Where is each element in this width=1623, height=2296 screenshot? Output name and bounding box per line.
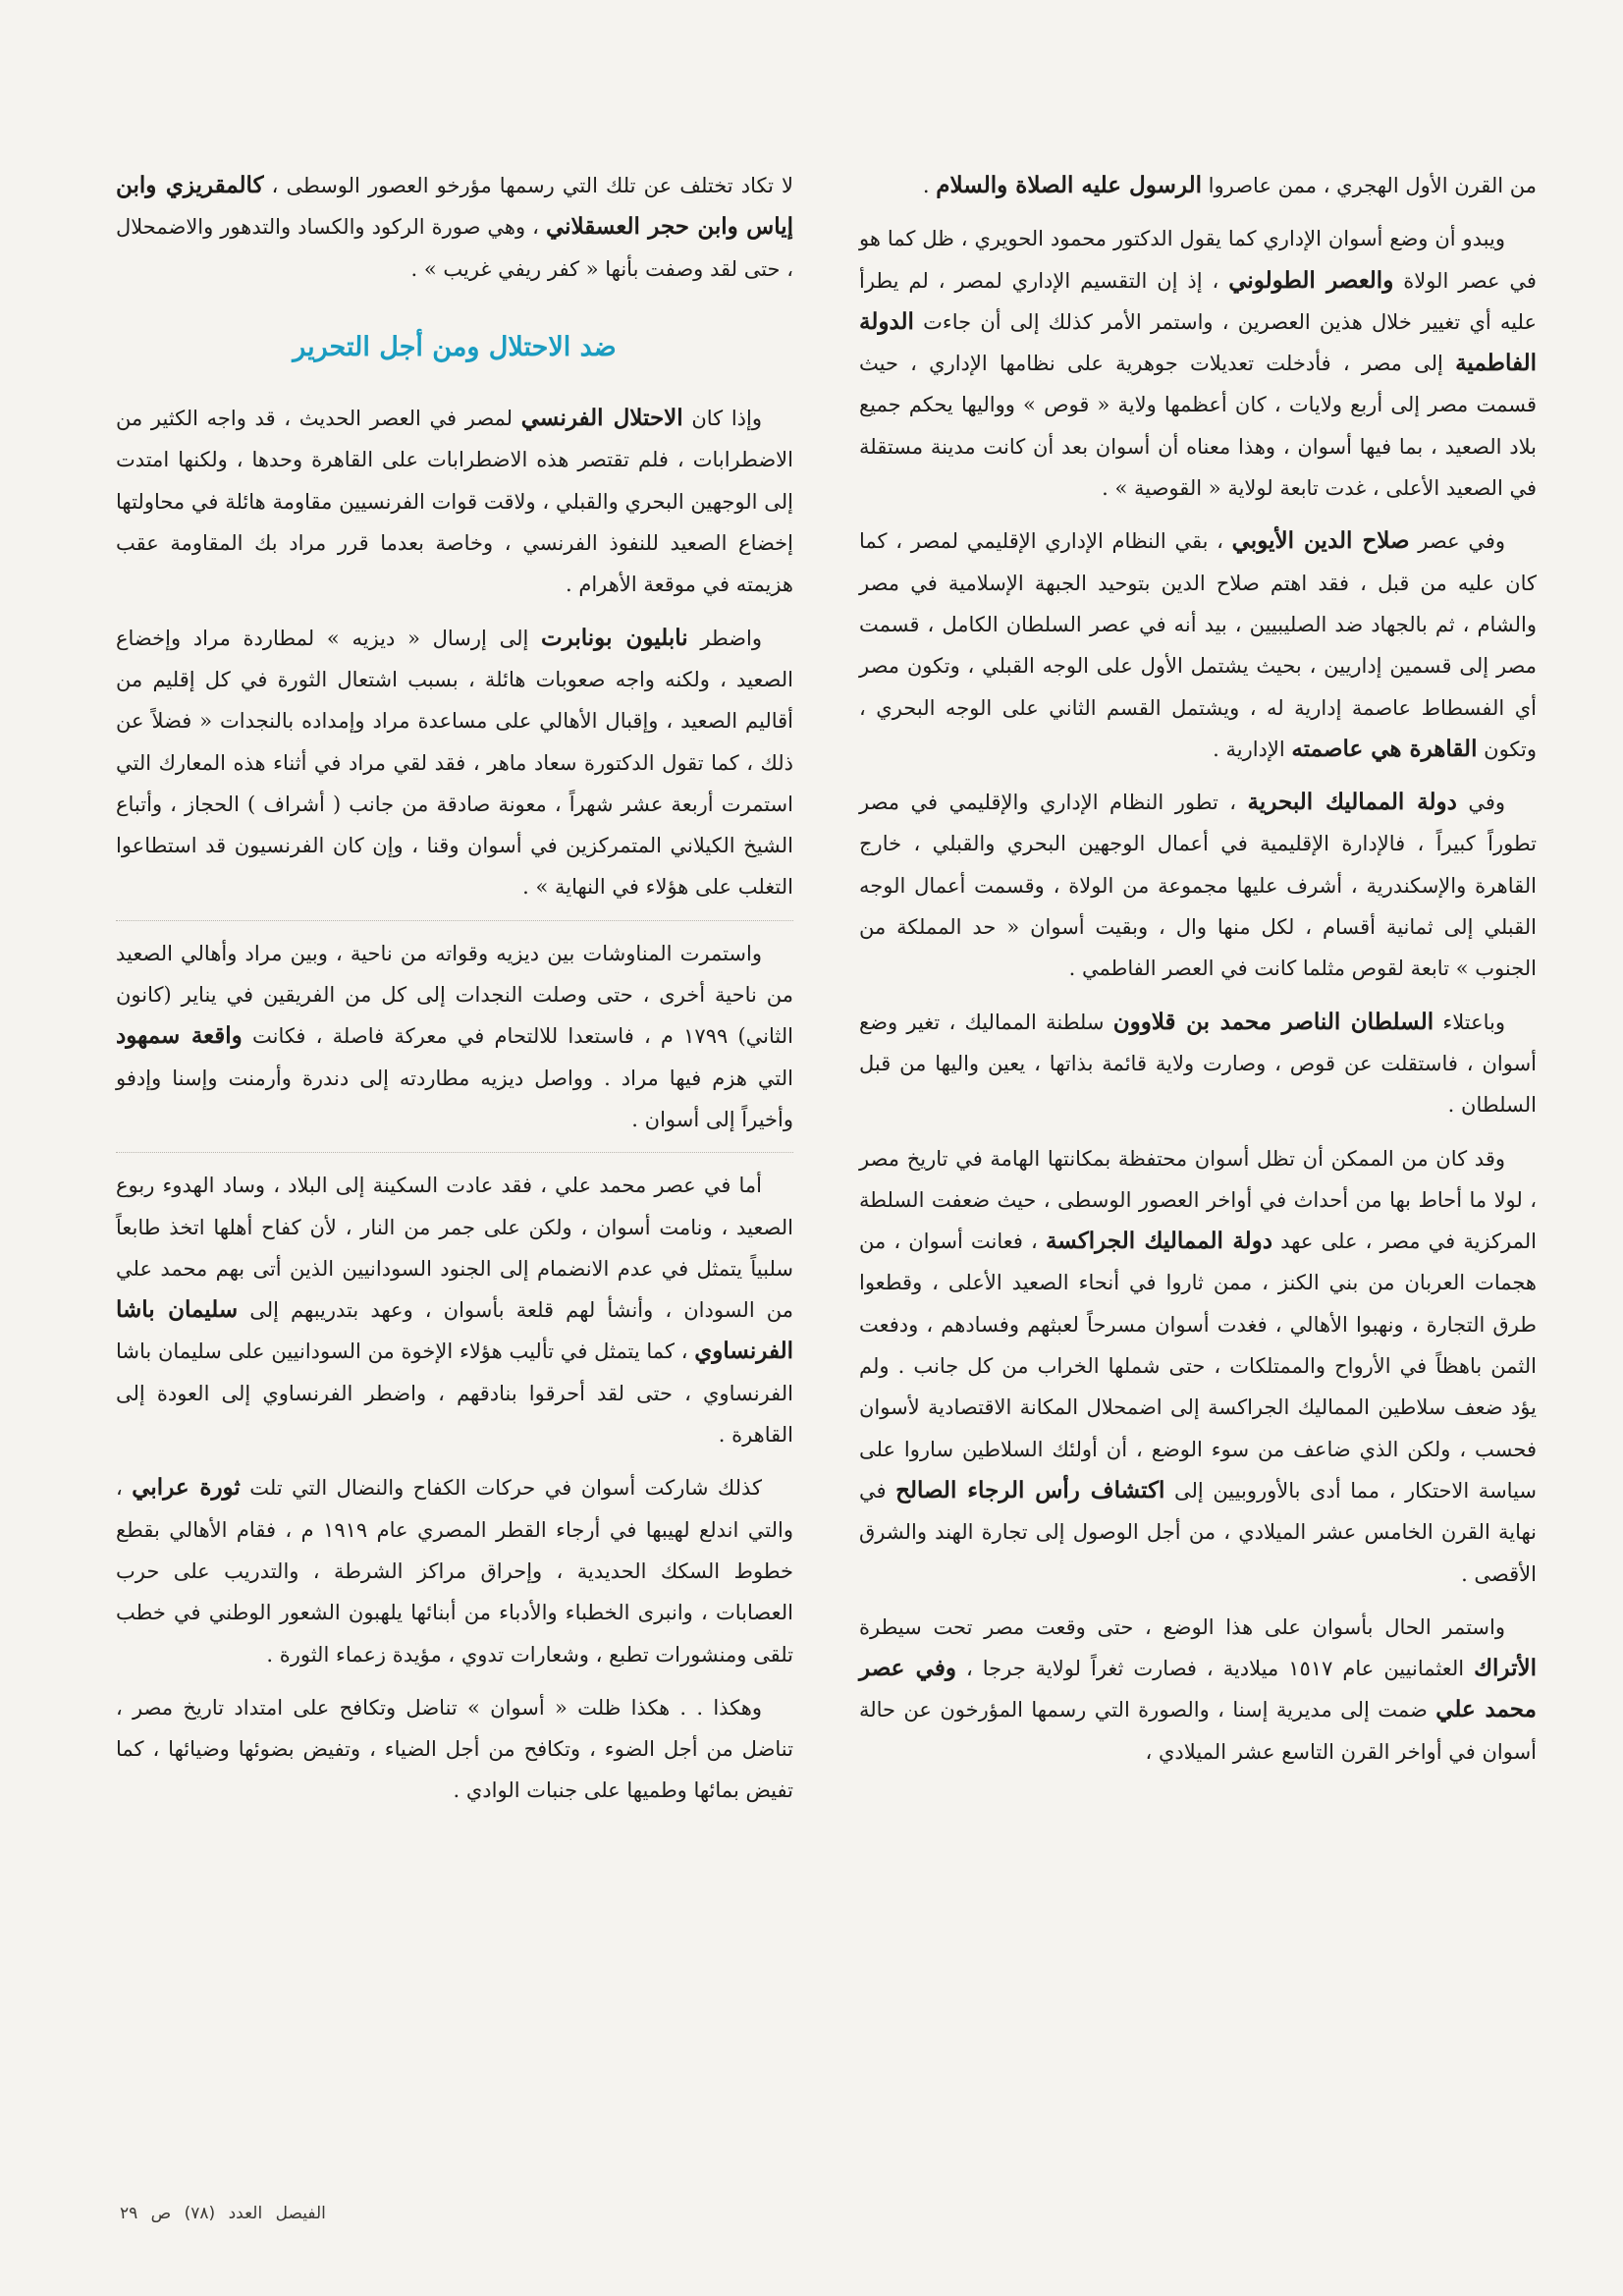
bold-phrase: كالمقريزي وابن إياس وابن حجر العسقلاني	[116, 172, 793, 241]
right-paragraph-6: وقد كان من الممكن أن تظل أسوان محتفظة بمكانتها الهامة في تاريخ مصر ، لولا ما أحاط بها من أحداث في أواخر العصور الوسطى ، حيث ضعفت السلطة المركزية في مصر ، على عهد دولة المماليك الجراكسة ، فعانت أسوان ، من هجمات العربان من بني الكنز ، ممن ثاروا في أنحاء الصعيد الأعلى ، وقطعوا طرق التجارة ، ونهبوا الأهالي ، فغدت أسوان مسرحاً لعبثهم وفسادهم ، ودفعت الثمن باهظاً في الأرواح والممتلكات ، حتى شملها الخراب من كل جانب . ولم يؤد ضعف سلاطين المماليك الجراكسة إلى اضمحلال المكانة الاقتصادية لأسوان فحسب ، ولكن الذي ضاعف من سوء الوضع ، أن أولئك السلاطين ساروا على سياسة الاحتكار ، مما أدى بالأوروبيين إلى اكتشاف رأس الرجاء الصالح في نهاية القرن الخامس عشر الميلادي ، من أجل الوصول إلى تجارة الهند والشرق الأقصى .	[859, 1146, 1537, 1586]
bold-phrase: ثورة عرابي	[132, 1474, 241, 1502]
bold-phrase: الرسول عليه الصلاة والسلام	[936, 172, 1202, 198]
left-paragraph-7: وهكذا . . هكذا ظلت « أسوان » تناضل وتكافح على امتداد تاريخ مصر ، تناضل من أجل الضوء ، وتكافح من أجل الضياء ، وتفيض بضوئها وضيائها ، كما تفيض بمائها وطميها على جنبات الوادي .	[116, 1695, 793, 1803]
left-paragraph-1: لا تكاد تختلف عن تلك التي رسمها مؤرخو العصور الوسطى ، كالمقريزي وابن إياس وابن حجر العسقلاني ، وهي صورة الركود والكساد والتدهور والاضمحلال ، حتى لقد وصفت بأنها « كفر ريفي غريب » .	[116, 172, 793, 281]
bold-phrase: وفي عصر محمد علي	[859, 1655, 1537, 1723]
right-paragraph-3: وفي عصر صلاح الدين الأيوبي ، بقي النظام الإداري الإقليمي لمصر ، كما كان عليه من قبل ، فقد اهتم صلاح الدين بتوحيد الجبهة الإسلامية في مصر والشام ، ثم بالجهاد ضد الصليبيين ، بيد أنه في عصر السلطان الكامل ، قسمت مصر إلى قسمين إداريين ، بحيث يشتمل الأول على الوجه القبلي ، وتكون مصر أي الفسطاط عاصمة إدارية له ، ويشتمل القسم الثاني على الوجه البحري ، وتكون القاهرة هي عاصمته الإدارية .	[859, 527, 1537, 762]
bold-phrase: سليمان باشا الفرنساوي	[116, 1296, 793, 1365]
bold-phrase: الدولة الفاطمية	[859, 307, 1537, 377]
left-paragraph-3: واضطر نابليون بونابرت إلى إرسال « ديزيه » لمطاردة مراد وإخضاع الصعيد ، ولكنه واجه صعوبات هائلة ، بسبب اشتعال الثورة في كل إقليم من أقاليم الصعيد ، وإقبال الأهالي على مساعدة مراد وإمداده بالنجدات « فضلاً عن ذلك ، كما تقول الدكتورة سعاد ماهر ، فقد لقي مراد في أثناء هذه المعارك التي استمرت أربعة عشر شهراً ، معونة صادقة من جانب ( أشراف ) الحجاز ، وأتباع الشيخ الكيلاني المتمركزين في أسوان وقنا ، وإن كان الفرنسيون قد استطاعوا التغلب على هؤلاء في النهاية » .	[116, 624, 793, 900]
right-paragraph-1: من القرن الأول الهجري ، ممن عاصروا الرسول عليه الصلاة والسلام .	[922, 172, 1537, 198]
bold-phrase: الأتراك	[1474, 1655, 1538, 1682]
bold-phrase: دولة المماليك البحرية	[1247, 789, 1457, 816]
bold-phrase: السلطان الناصر محمد بن قلاوون	[1112, 1008, 1434, 1035]
issue-number: (٧٨)	[184, 2204, 216, 2223]
bold-phrase: والعصر الطولوني	[1228, 266, 1394, 294]
left-column	[116, 165, 793, 1824]
bold-phrase: دولة المماليك الجراكسة	[1045, 1228, 1273, 1255]
left-paragraph-5: أما في عصر محمد علي ، فقد عادت السكينة إلى البلاد ، وساد الهدوء ربوع الصعيد ، ونامت أسوان ، ولكن على جمر من النار ، لأن كفاح أهلها اتخذ طابعاً سلبياً يتمثل في عدم الانضمام إلى الجنود السودانيين الذين أتى بهم محمد علي من السودان ، وأنشأ لهم قلعة بأسوان ، وعهد بتدريبهم إلى سليمان باشا الفرنساوي ، كما يتمثل في تأليب هؤلاء الإخوة من السودانيين على سليمان باشا الفرنساوي ، حتى لقد أحرقوا بنادقهم ، واضطر الفرنساوي إلى العودة إلى القاهرة .	[116, 1152, 793, 1455]
bold-phrase: صلاح الدين الأيوبي	[1231, 527, 1410, 555]
page-number: ٢٩	[120, 2204, 138, 2223]
bold-phrase: اكتشاف رأس الرجاء الصالح	[895, 1476, 1165, 1503]
right-paragraph-4: وفي دولة المماليك البحرية ، تطور النظام الإداري والإقليمي في مصر تطوراً كبيراً ، فالإدارة الإقليمية في أعمال الوجهين البحري والقبلي ، خارج القاهرة والإسكندرية ، أشرف عليها مجموعة من الولاة ، وقسمت أعمال الوجه القبلي إلى ثمانية أقسام ، لكل منها وال ، وبقيت أسوان « حد المملكة من الجنوب » تابعة لقوص مثلما كانت في العصر الفاطمي .	[859, 789, 1537, 981]
page-footer	[116, 2204, 666, 2223]
bold-phrase: الاحتلال الفرنسي	[520, 405, 683, 432]
section-heading: ضد الاحتلال ومن أجل التحرير	[293, 331, 617, 362]
right-paragraph-2: ويبدو أن وضع أسوان الإداري كما يقول الدكتور محمود الحويري ، ظل كما هو في عصر الولاة والعصر الطولوني ، إذ إن التقسيم الإداري لمصر ، لم يطرأ عليه أي تغيير خلال هذين العصرين ، واستمر الأمر كذلك إلى أن جاءت الدولة الفاطمية إلى مصر ، فأدخلت تعديلات جوهرية على نظامها الإداري ، حيث قسمت مصر إلى أربع ولايات ، كان أعظمها ولاية « قوص » وواليها يحكم جميع بلاد الصعيد ، بما فيها أسوان ، وهذا معناه أن أسوان بعد أن كانت مدينة مستقلة في الصعيد الأعلى ، غدت تابعة لولاية « القوصية » .	[859, 227, 1537, 501]
page-label: ص	[150, 2204, 172, 2223]
issue-label: العدد	[228, 2204, 263, 2223]
bold-phrase: واقعة سمهود	[116, 1022, 243, 1050]
left-paragraph-4: واستمرت المناوشات بين ديزيه وقواته من ناحية ، وبين مراد وأهالي الصعيد من ناحية أخرى ، حتى وصلت النجدات إلى كل من الفريقين في يناير (كانون الثاني) ١٧٩٩ م ، فاستعدا للالتحام في معركة فاصلة ، فكانت واقعة سمهود التي هزم فيها مراد . وواصل ديزيه مطاردته إلى دندرة وأرمنت وإسنا وإدفو وأخيراً إلى أسوان .	[116, 920, 793, 1140]
right-column	[859, 165, 1537, 1784]
right-paragraph-7: واستمر الحال بأسوان على هذا الوضع ، حتى وقعت مصر تحت سيطرة الأتراك العثمانيين عام ١٥١٧ ميلادية ، فصارت ثغراً لولاية جرجا ، وفي عصر محمد علي ضمت إلى مديرية إسنا ، والصورة التي رسمها المؤرخون عن حالة أسوان في أواخر القرن التاسع عشر الميلادي ،	[859, 1614, 1538, 1764]
bold-phrase: نابليون بونابرت	[541, 624, 688, 651]
left-paragraph-2: وإذا كان الاحتلال الفرنسي لمصر في العصر الحديث ، قد واجه الكثير من الاضطرابات ، فلم تقتصر هذه الاضطرابات على القاهرة وحدها ، ولكنها امتدت إلى الوجهين البحري والقبلي ، ولاقت قوات الفرنسيين مقاومة هائلة في محاولتها إخضاع الصعيد للنفوذ الفرنسي ، وخاصة بعدما قرر مراد بك المقاومة عقب هزيمته في موقعة الأهرام .	[116, 405, 793, 597]
bold-phrase: القاهرة هي عاصمته	[1291, 735, 1478, 762]
magazine-name: الفيصل	[275, 2204, 326, 2223]
right-paragraph-5: وباعتلاء السلطان الناصر محمد بن قلاوون سلطنة المماليك ، تغير وضع أسوان ، فاستقلت عن قوص ، وصارت ولاية قائمة بذاتها ، يعين واليها من قبل السلطان .	[859, 1008, 1537, 1118]
left-paragraph-6: كذلك شاركت أسوان في حركات الكفاح والنضال التي تلت ثورة عرابي ، والتي اندلع لهيبها في أرجاء القطر المصري عام ١٩١٩ م ، فقام الأهالي بقطع خطوط السكك الحديدية ، وإحراق مراكز الشرطة ، والتدريب على حرب العصابات ، وانبرى الخطباء والأدباء من أبنائها يلهبون الشعور الوطني في خطب تلقى ومنشورات تطبع ، وشعارات تدوي ، مؤيدة زعماء الثورة .	[116, 1474, 793, 1667]
